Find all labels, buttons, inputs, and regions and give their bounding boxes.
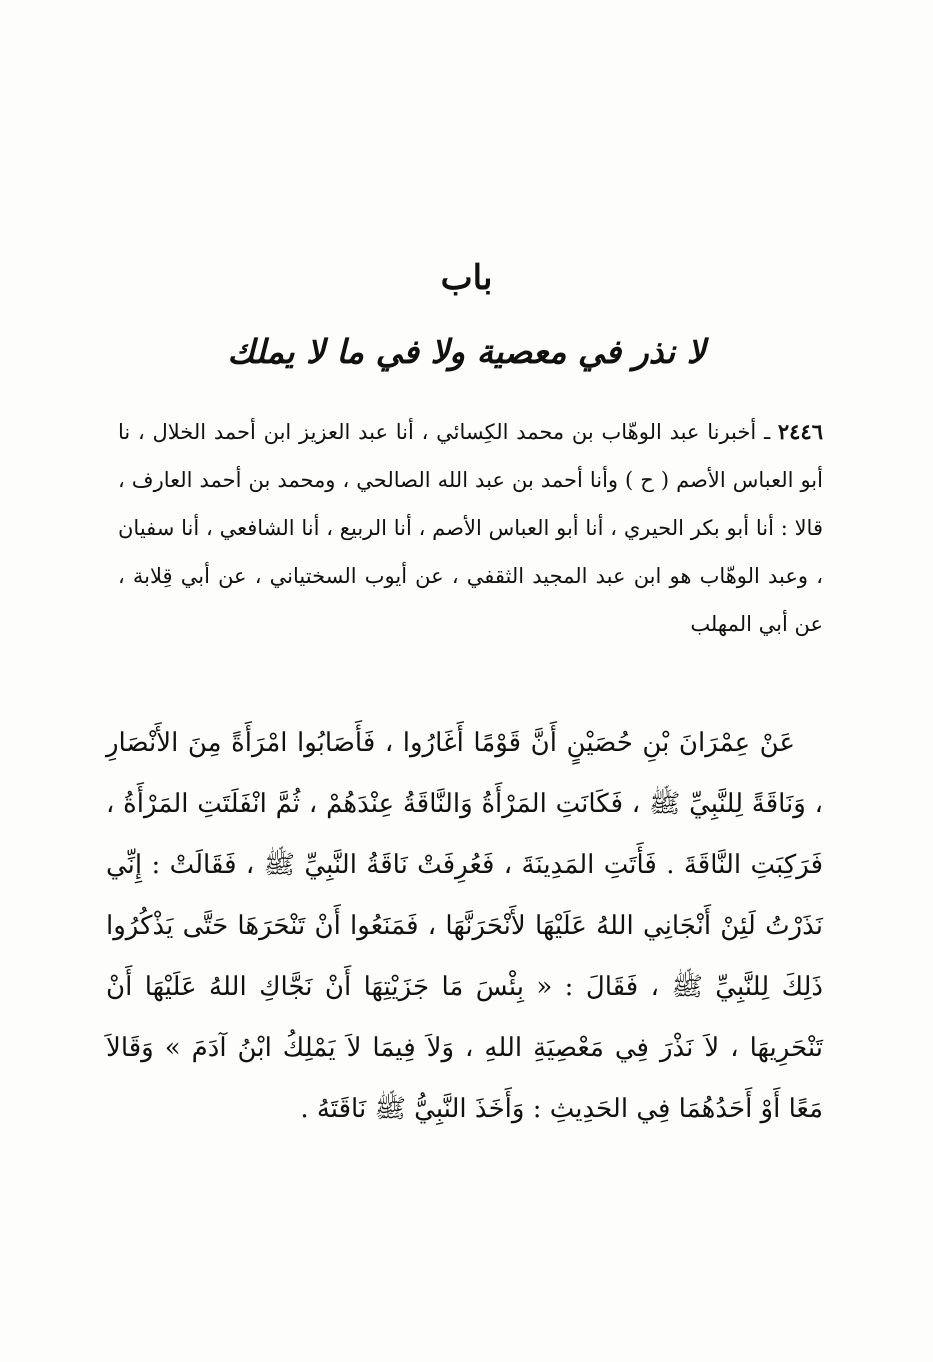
isnad-text: أخبرنا عبد الوهّاب بن محمد الكِسائي ، أنا عبد العزيز ابن أحمد الخلال ، نا أبو العباس الأصم ( ح ) وأنا أحمد بن عبد الله الصالحي ، ومحمد بن أحمد العارف ، قالا : أنا أبو بكر الحيري ، أنا أبو العباس الأصم ، أنا الربيع ، أنا الشافعي ، أنا سفيان ، وعبد الوهّاب هو ابن عبد المجيد الثقفي ، عن أيوب السختياني ، عن أبي قِلابة ، عن أبي المهلب bbox=[118, 420, 823, 636]
chapter-title: لا نذر في معصية ولا في ما لا يملك bbox=[227, 332, 706, 371]
hadith-number: ٢٤٤٦ bbox=[777, 419, 823, 444]
matn-text: عَنْ عِمْرَانَ بْنِ حُصَيْنٍ أَنَّ قَوْمًا أَغَارُوا ، فَأَصَابُوا امْرَأَةً مِنَ الأَنْصَارِ ، وَنَاقَةً لِلنَّبِيِّ ﷺ ، فَكَانَتِ المَرْأَةُ وَالنَّاقَةُ عِنْدَهُمْ ، ثُمَّ انْفَلَتَتِ المَرْأَةُ ، فَرَكِبَتِ النَّاقَةَ . فَأَتَتِ المَدِينَةَ ، فَعُرِفَتْ نَاقَةُ النَّبِيِّ ﷺ ، فَقَالَتْ : إِنِّي نَذَرْتُ لَئِنْ أَنْجَانِي اللهُ عَلَيْهَا لأَنْحَرَنَّهَا ، فَمَنَعُوا أَنْ تَنْحَرَهَا حَتَّى يَذْكُرُوا ذَلِكَ لِلنَّبِيِّ ﷺ ، فَقَالَ : « بِئْسَ مَا جَزَيْتِهَا أَنْ نَجَّاكِ اللهُ عَلَيْهَا أَنْ تَنْحَرِيهَا ، لاَ نَذْرَ فِي مَعْصِيَةِ اللهِ ، وَلاَ فِيمَا لاَ يَمْلِكُ ابْنُ آدَمَ » وَقَالاَ مَعًا أَوْ أَحَدُهُمَا فِي الحَدِيثِ : وَأَخَذَ النَّبِيُّ ﷺ نَاقَتَهُ . bbox=[106, 728, 823, 1124]
chapter-heading: باب bbox=[440, 258, 493, 298]
hadith-number-dash: ـ bbox=[756, 420, 778, 444]
hadith-matn bbox=[106, 713, 823, 1140]
hadith-isnad bbox=[118, 408, 823, 648]
